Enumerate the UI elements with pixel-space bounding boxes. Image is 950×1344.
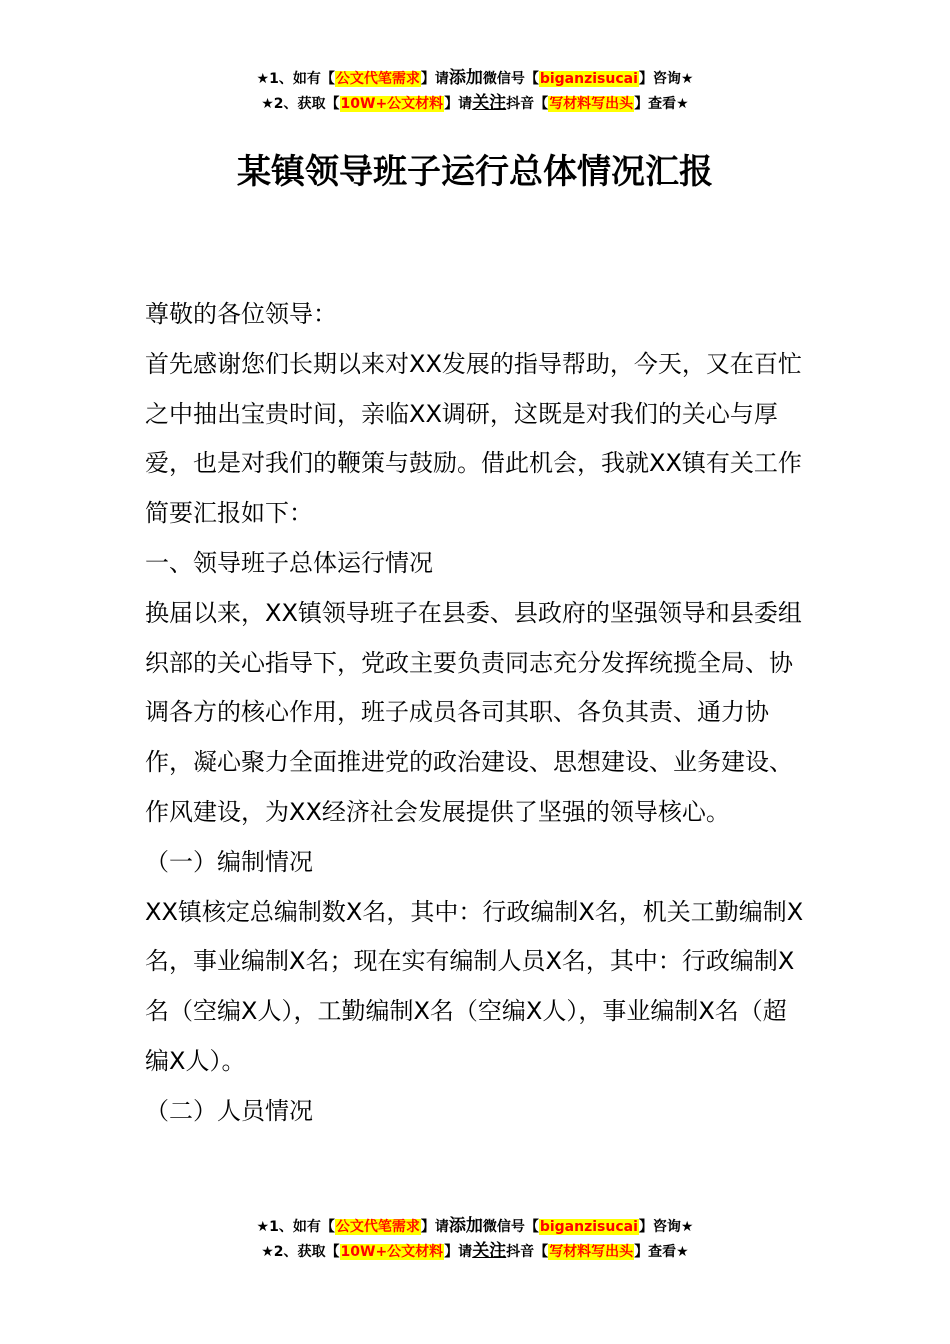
header-banner xyxy=(0,66,950,116)
salutation: 尊敬的各位领导： xyxy=(145,300,337,328)
banner-text: 微信号【 xyxy=(482,1219,539,1235)
banner-text: 】请 xyxy=(444,1244,473,1260)
subsection-heading: （一）编制情况 xyxy=(145,847,313,876)
banner-highlight: 10W+公文材料 xyxy=(340,1244,444,1260)
banner-line-1 xyxy=(0,1214,950,1239)
banner-text: ★1、如有【 xyxy=(256,1219,335,1235)
banner-line-2 xyxy=(0,91,950,116)
paragraph: XX镇核定总编制数X名，其中：行政编制X名，机关工勤编制X名，事业编制X名；现在实有编制人员X名，其中：行政编制X名（空编X人），工勤编制X名（空编X人），事业编制X名（超编X人）。 xyxy=(145,897,804,1075)
paragraph: 首先感谢您们长期以来对XX发展的指导帮助，今天，又在百忙之中抽出宝贵时间，亲临XX调研，这既是对我们的关心与厚爱，也是对我们的鞭策与鼓励。借此机会，我就XX镇有关工作简要汇报如下： xyxy=(145,349,802,528)
banner-emphasis: 关注 xyxy=(472,93,507,113)
banner-text: ★2、获取【 xyxy=(261,1244,340,1260)
banner-text: 】查看★ xyxy=(634,96,689,112)
banner-emphasis: 关注 xyxy=(472,1241,507,1261)
banner-text: 】请 xyxy=(444,96,473,112)
banner-text: 】查看★ xyxy=(634,1244,689,1260)
banner-line-2 xyxy=(0,1239,950,1264)
banner-text: ★1、如有【 xyxy=(256,71,335,87)
subsection-heading: （二）人员情况 xyxy=(145,1096,313,1125)
banner-highlight: 公文代笔需求 xyxy=(335,71,420,87)
section-heading: 一、领导班子总体运行情况 xyxy=(145,548,433,577)
banner-wechat-id: biganzisucai xyxy=(539,71,638,87)
banner-highlight: 10W+公文材料 xyxy=(340,96,444,112)
banner-text: 抖音【 xyxy=(506,1244,549,1260)
banner-douyin-id: 写材料写出头 xyxy=(549,96,634,112)
banner-wechat-id: biganzisucai xyxy=(539,1219,638,1235)
banner-text: 微信号【 xyxy=(482,71,539,87)
paragraph: 换届以来，XX镇领导班子在县委、县政府的坚强领导和县委组织部的关心指导下，党政主要负责同志充分发挥统揽全局、协调各方的核心作用，班子成员各司其职、各负其责、通力协作，凝心聚力全面推进党的政治建设、思想建设、业务建设、作风建设，为XX经济社会发展提供了坚强的领导核心。 xyxy=(145,598,802,826)
banner-text: 】请 xyxy=(420,1219,449,1235)
document-title: 某镇领导班子运行总体情况汇报 xyxy=(237,152,713,192)
banner-line-1 xyxy=(0,66,950,91)
document-body xyxy=(145,290,810,1137)
banner-text: 】咨询★ xyxy=(638,71,694,87)
banner-emphasis: 添加 xyxy=(448,68,483,88)
banner-highlight: 公文代笔需求 xyxy=(335,1219,420,1235)
banner-emphasis: 添加 xyxy=(448,1216,483,1236)
banner-text: 抖音【 xyxy=(506,96,549,112)
footer-banner xyxy=(0,1214,950,1264)
banner-text: ★2、获取【 xyxy=(261,96,340,112)
banner-douyin-id: 写材料写出头 xyxy=(549,1244,634,1260)
banner-text: 】请 xyxy=(420,71,449,87)
banner-text: 】咨询★ xyxy=(638,1219,694,1235)
